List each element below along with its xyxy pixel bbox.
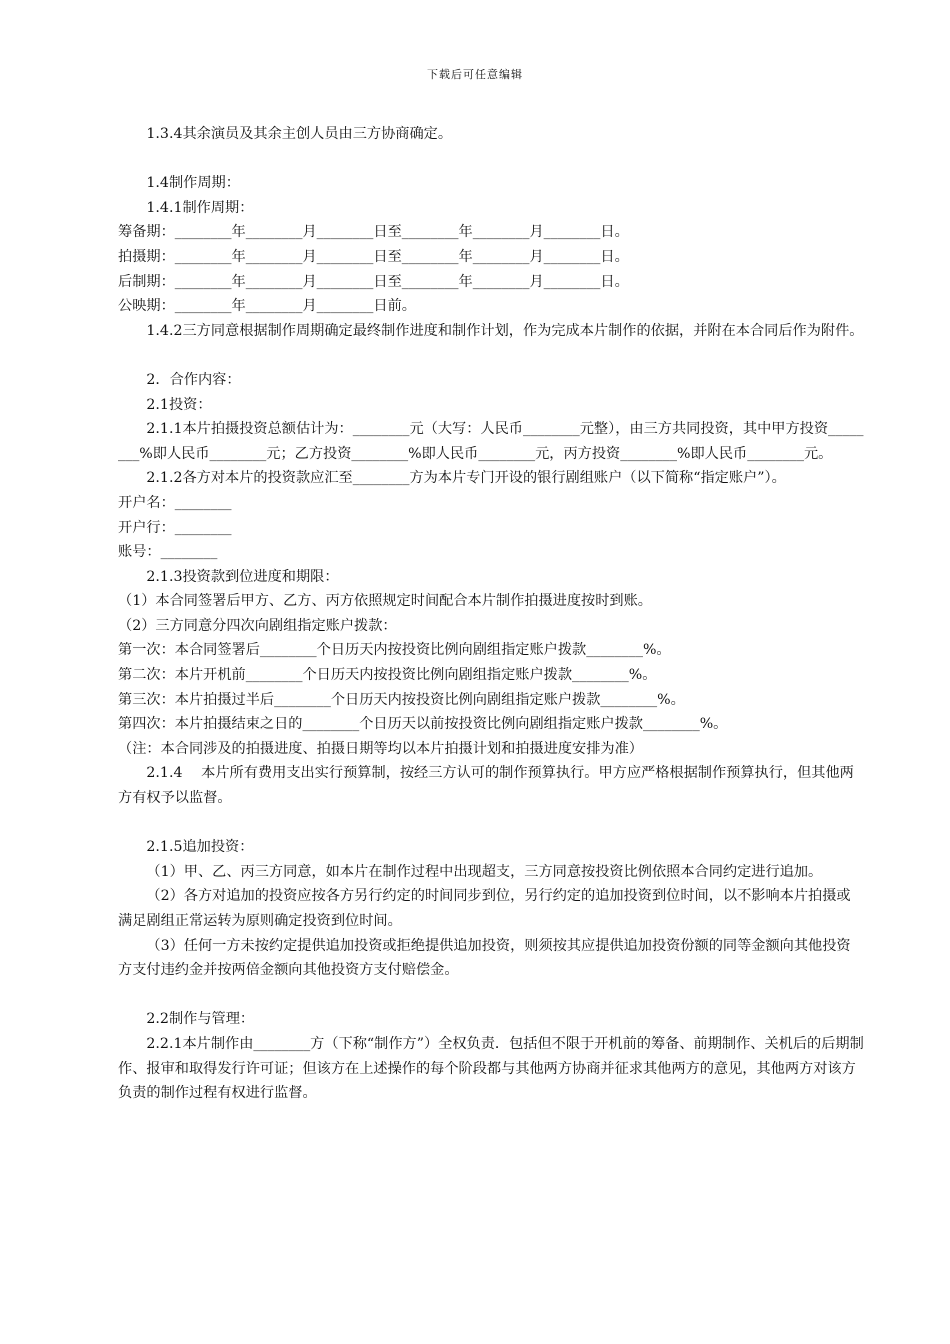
clause-2-2-1: 2.2.1本片制作由________方（下称“制作方”）全权负责．包括但不限于开机前的筹备、前期制作、关机后的后期制作、报审和取得发行许可证；但该方在上述操作的每个阶段都与其他两方协商并征求其他两方的意见，其他两方对该方负责的制作过程有权进行监督。	[118, 1035, 864, 1102]
payment-fourth: 第四次：本片拍摄结束之日的________个日历天以前按投资比例向剧组指定账户拨款________%。	[118, 716, 728, 733]
schedule-shooting: 拍摄期：________年________月________日至________年________月________日。	[118, 248, 629, 265]
payment-second: 第二次：本片开机前________个日历天内按投资比例向剧组指定账户拨款________%。	[118, 667, 657, 684]
section-2-2-heading: 2.2制作与管理：	[146, 1011, 255, 1028]
blank-line	[118, 811, 864, 836]
clause-2-1-3-item-1: （1）本合同签署后甲方、乙方、丙方依照规定时间配合本片制作拍摄进度按时到账。	[118, 593, 652, 610]
page-header: 下载后可任意编辑	[427, 68, 523, 81]
clause-1-4-1: 1.4.1制作周期：	[146, 199, 254, 216]
blank-line	[118, 147, 864, 172]
clause-1-4-2: 1.4.2三方同意根据制作周期确定最终制作进度和制作计划，作为完成本片制作的依据，并附在本合同后作为附件。	[146, 322, 864, 339]
clause-2-1-5: 2.1.5追加投资：	[146, 839, 254, 856]
clause-2-1-5-item-2: （2）各方对追加的投资应按各方另行约定的时间同步到位，另行约定的追加投资到位时间，以不影响本片拍摄或满足剧组正常运转为原则确定投资到位时间。	[118, 888, 851, 929]
section-2-heading: 2．合作内容：	[146, 371, 241, 388]
clause-2-1-4: 2.1.4 本片所有费用支出实行预算制，按经三方认可的制作预算执行。甲方应严格根据制作预算执行，但其他两方有权予以监督。	[118, 765, 854, 807]
blank-line	[118, 343, 864, 368]
clause-2-1-3-item-2: （2）三方同意分四次向剧组指定账户拨款：	[118, 617, 397, 634]
payment-third: 第三次：本片拍摄过半后________个日历天内按投资比例向剧组指定账户拨款________%。	[118, 691, 685, 708]
clause-2-1-2: 2.1.2各方对本片的投资款应汇至________方为本片专门开设的银行剧组账户（以下简称“指定账户”）。	[146, 470, 786, 487]
clause-2-1-1: 2.1.1本片拍摄投资总额估计为：________元（大写：人民币________元整），由三方共同投资，其中甲方投资________%即人民币________元；乙方投资________%即人民币________元，丙方投资________%即人民币________元。	[118, 421, 864, 462]
schedule-prep: 筹备期：________年________月________日至________年________月________日。	[118, 224, 629, 241]
account-bank: 开户行：________	[118, 519, 232, 536]
payment-note: （注：本合同涉及的拍摄进度、拍摄日期等均以本片拍摄计划和拍摄进度安排为准）	[118, 740, 643, 757]
document-body	[118, 122, 864, 1106]
account-number: 账号：________	[118, 544, 218, 561]
section-1-4-heading: 1.4制作周期：	[146, 175, 240, 192]
schedule-post: 后制期：________年________月________日至________年________月________日。	[118, 273, 629, 290]
clause-2-1-3: 2.1.3投资款到位进度和期限：	[146, 568, 339, 585]
account-name: 开户名：________	[118, 494, 232, 511]
blank-line	[118, 983, 864, 1008]
schedule-release: 公映期：________年________月________日前。	[118, 298, 416, 315]
section-2-1-heading: 2.1投资：	[146, 396, 212, 413]
clause-2-1-5-item-3: （3）任何一方未按约定提供追加投资或拒绝提供追加投资，则须按其应提供追加投资份额的同等金额向其他投资方支付违约金并按两倍金额向其他投资方支付赔偿金。	[118, 937, 851, 979]
clause-1-3-4: 1.3.4其余演员及其余主创人员由三方协商确定。	[146, 126, 453, 142]
payment-first: 第一次：本合同签署后________个日历天内按投资比例向剧组指定账户拨款________%。	[118, 642, 671, 659]
clause-2-1-5-item-1: （1）甲、乙、丙三方同意，如本片在制作过程中出现超支，三方同意按投资比例依照本合同约定进行追加。	[146, 863, 823, 880]
